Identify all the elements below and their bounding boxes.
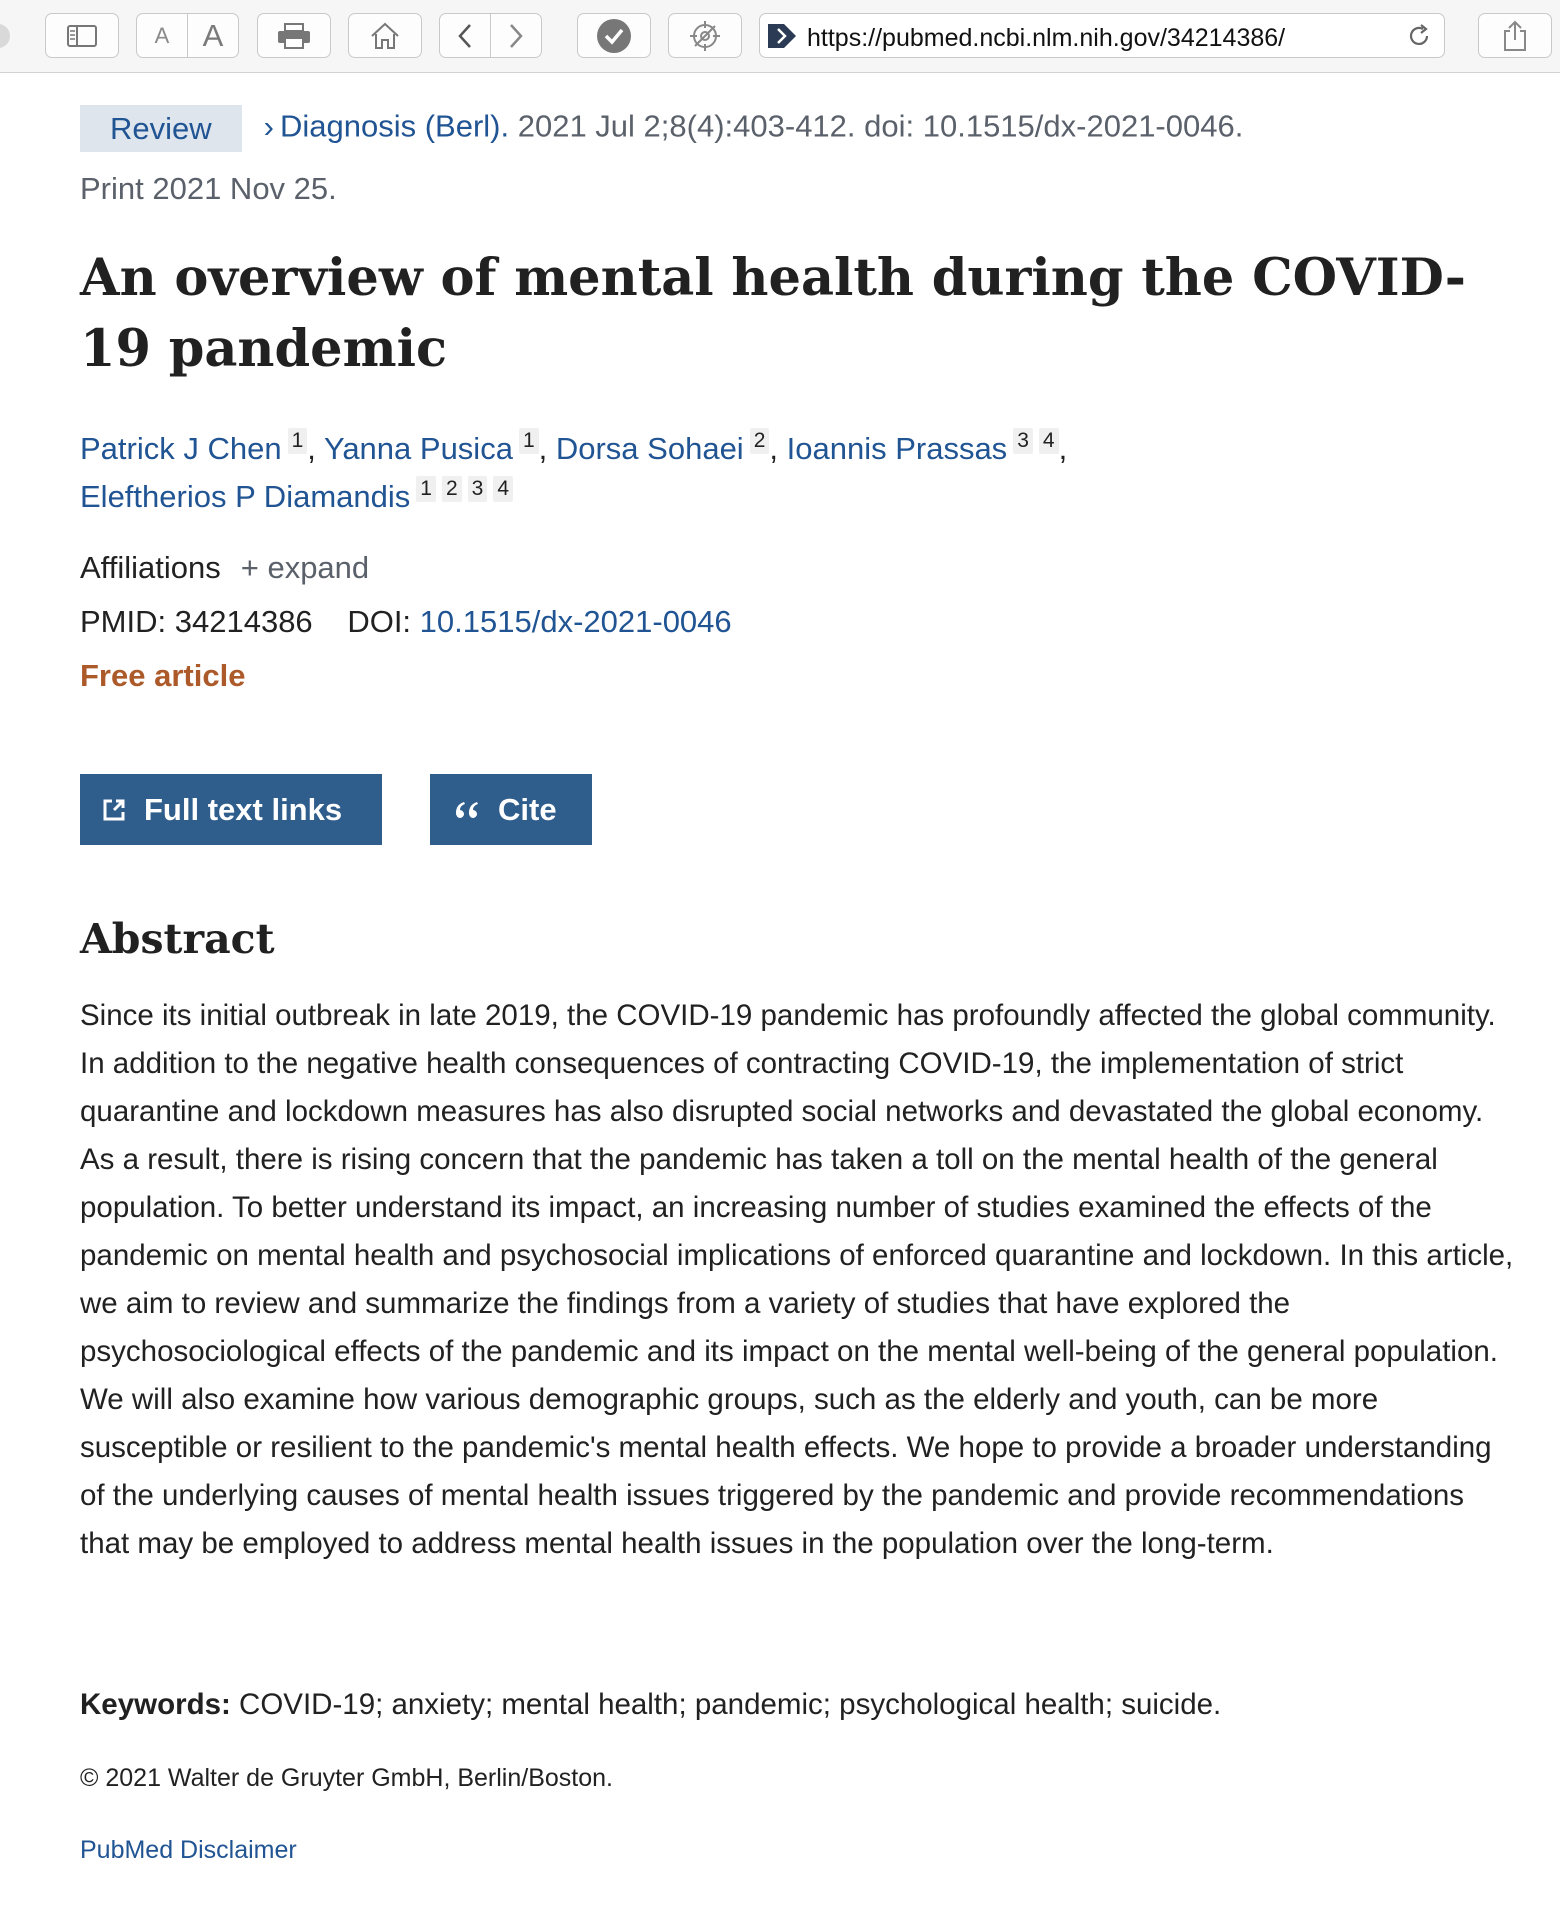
font-large-label: A [202,17,224,53]
site-icon [766,22,800,55]
affiliation-ref[interactable]: 4 [493,476,513,502]
print-date: Print 2021 Nov 25. [80,171,337,206]
affiliation-ref[interactable]: 3 [468,476,488,502]
doi-link[interactable]: 10.1515/dx-2021-0046 [419,604,732,639]
identifiers-row [80,602,732,642]
history-nav [439,13,542,58]
free-article-label: Free article [80,658,246,693]
keywords-list: COVID-19; anxiety; mental health; pandemic; psychological health; suicide. [239,1688,1222,1721]
sidebar-icon [67,25,97,47]
forward-icon [508,23,524,49]
author-link[interactable]: Eleftherios P Diamandis [80,479,411,514]
extension-button[interactable] [577,13,651,58]
window-control[interactable] [0,24,10,48]
abstract-heading: Abstract [80,915,275,963]
address-bar[interactable] [759,13,1445,58]
external-link-icon [102,798,126,822]
copyright-notice: © 2021 Walter de Gruyter GmbH, Berlin/Boston. [80,1764,613,1792]
home-icon [370,22,400,50]
browser-toolbar [0,0,1560,73]
affiliation-ref[interactable]: 4 [1039,428,1059,454]
keywords-row [80,1685,1520,1725]
pubmed-disclaimer-link[interactable]: PubMed Disclaimer [80,1836,297,1864]
print-button[interactable] [257,13,331,58]
pmid-label: PMID: [80,604,167,639]
affiliation-ref[interactable]: 1 [416,476,436,502]
forward-button[interactable] [491,14,541,57]
affiliations-label: Affiliations [80,550,221,585]
affiliation-ref[interactable]: 3 [1013,428,1033,454]
print-icon [277,23,311,49]
tracker-button[interactable] [668,13,742,58]
author-link[interactable]: Patrick J Chen [80,431,282,466]
affiliation-ref[interactable]: 2 [442,476,462,502]
full-text-links-label: Full text links [144,791,343,827]
font-decrease-button[interactable] [137,14,187,57]
author-link[interactable]: Dorsa Sohaei [555,431,744,466]
cite-button[interactable] [430,774,592,845]
abstract-body: Since its initial outbreak in late 2019, the COVID-19 pandemic has profoundly affected the global community. In addition to the negative health consequences of contracting COVID-19, the implementation of strict quarantine and lockdown measures has also disrupted social networks and devastated the global economy. As a result, there is rising concern that the pandemic has taken a toll on the mental health of the general population. To better understand its impact, an increasing number of studies examined the effects of the pandemic on mental health and psychosocial implications of enforced quarantine and lockdown. In this article, we aim to review and summarize the findings from a variety of studies that have explored the psychosociological effects of the pandemic and its impact on the mental well-being of the general population. We will also examine how various demographic groups, such as the elderly and youth, can be more susceptible or resilient to the pandemic's mental health effects. We hope to provide a broader understanding of the underlying causes of mental health issues triggered by the pandemic and provide recommendations that may be employed to address mental health issues in the population over the long-term. [80,999,1514,1560]
citation-details: 2021 Jul 2;8(4):403-412. doi: 10.1515/dx-2021-0046. [517,108,1244,144]
author-list: Patrick J Chen 1 , Yanna Pusica 1 , Dorsa Sohaei 2 , Ioannis Prassas 3 4 , Eleftherios P Diamandis 1 2 3 4 [80,429,1068,514]
font-small-label: A [154,22,170,48]
doi-label: DOI: [347,604,412,639]
expand-toggle[interactable]: + expand [240,550,370,585]
share-icon [1502,20,1528,52]
journal-link[interactable]: Diagnosis (Berl). [279,108,510,144]
share-button[interactable] [1478,13,1552,58]
affiliation-ref[interactable]: 1 [519,428,539,454]
back-button[interactable] [440,14,490,57]
chevron-right-icon: › [263,108,274,144]
author-link[interactable]: Ioannis Prassas [786,431,1008,466]
check-icon [596,18,632,54]
font-increase-button[interactable] [188,14,238,57]
cite-label: Cite [498,791,557,827]
pmid-value: 34214386 [174,604,313,639]
font-size-control [136,13,239,58]
home-button[interactable] [348,13,422,58]
tracker-icon [689,20,721,52]
article-title: An overview of mental health during the COVID-19 pandemic [80,248,1466,379]
reload-icon[interactable] [1406,23,1432,54]
full-text-links-button[interactable] [80,774,382,845]
quote-icon [454,800,480,820]
affiliations-row [80,548,369,588]
citation-line [80,105,1520,152]
back-icon [457,23,473,49]
sidebar-button[interactable] [45,13,119,58]
url-text: https://pubmed.ncbi.nlm.nih.gov/34214386/ [807,24,1286,52]
keywords-label: Keywords: [80,1688,231,1721]
affiliation-ref[interactable]: 1 [288,428,308,454]
affiliation-ref[interactable]: 2 [750,428,770,454]
author-link[interactable]: Yanna Pusica [323,431,513,466]
article-type-badge: Review [80,105,242,152]
